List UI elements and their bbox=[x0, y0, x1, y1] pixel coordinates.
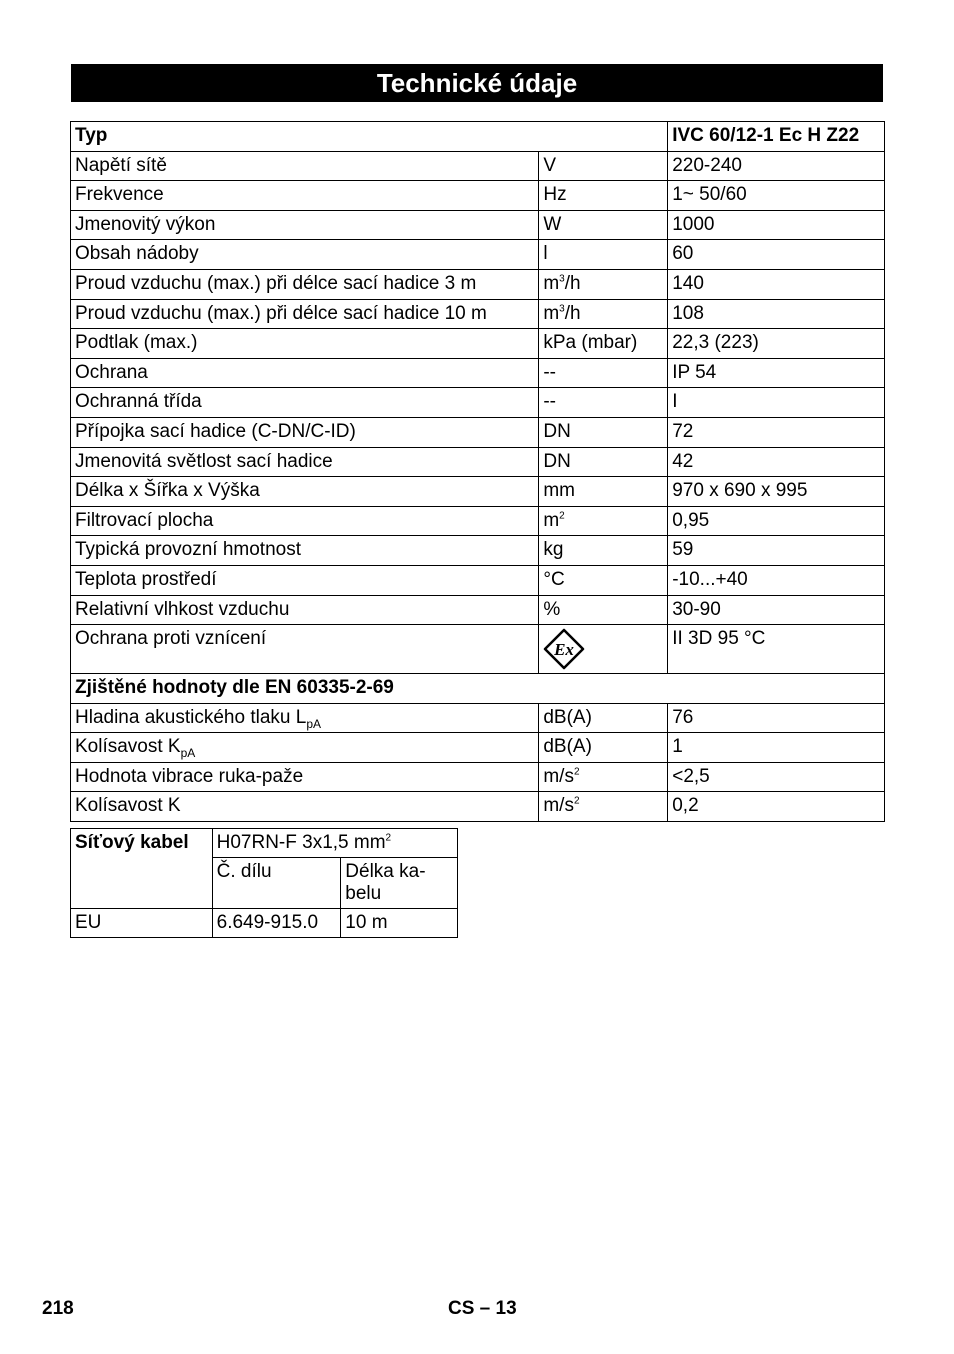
row-unit: °C bbox=[539, 565, 668, 595]
row-label: Jmenovitý výkon bbox=[71, 210, 539, 240]
table-row bbox=[71, 210, 885, 240]
row-label: Kolísavost K bbox=[71, 792, 539, 822]
row-unit: $m^3/h$ bbox=[539, 269, 668, 299]
row-value: 970 x 690 x 995 bbox=[668, 477, 885, 507]
table-row bbox=[71, 358, 885, 388]
row-unit: V bbox=[539, 151, 668, 181]
row-label: Přípojka sací hadice (C-DN/C-ID) bbox=[71, 417, 539, 447]
table-row bbox=[71, 733, 885, 763]
row-label: Ochrana bbox=[71, 358, 539, 388]
row-label: Teplota prostředí bbox=[71, 565, 539, 595]
row-unit: $m/s^2$ bbox=[539, 792, 668, 822]
row-unit: l bbox=[539, 240, 668, 270]
cable-type: H07RN-F 3x1,5 $mm^2$ bbox=[212, 829, 457, 858]
cable-table bbox=[70, 828, 458, 938]
row-unit: $m/s^2$ bbox=[539, 762, 668, 792]
row-label: Kolísavost $K_{pA}$ bbox=[71, 733, 539, 763]
row-label: Ochrana proti vznícení bbox=[71, 625, 539, 674]
row-value: 72 bbox=[668, 417, 885, 447]
row-unit: $m^2$ bbox=[539, 506, 668, 536]
table-row bbox=[71, 477, 885, 507]
row-value: IP 54 bbox=[668, 358, 885, 388]
row-label: Proud vzduchu (max.) při délce sací hadice 3 m bbox=[71, 269, 539, 299]
table-row bbox=[71, 417, 885, 447]
row-label: Podtlak (max.) bbox=[71, 329, 539, 359]
row-label: Napětí sítě bbox=[71, 151, 539, 181]
row-value: 59 bbox=[668, 536, 885, 566]
table-row bbox=[71, 299, 885, 329]
section-label: CS – 13 bbox=[448, 1298, 517, 1319]
row-label: Relativní vlhkost vzduchu bbox=[71, 595, 539, 625]
row-value: 22,3 (223) bbox=[668, 329, 885, 359]
row-value: 0,2 bbox=[668, 792, 885, 822]
row-unit: % bbox=[539, 595, 668, 625]
page-title: Technické údaje bbox=[71, 64, 883, 102]
row-unit: W bbox=[539, 210, 668, 240]
svg-text:Ex: Ex bbox=[554, 640, 575, 660]
table-row bbox=[71, 506, 885, 536]
table-row bbox=[71, 536, 885, 566]
table-row bbox=[71, 447, 885, 477]
row-unit: dB(A) bbox=[539, 703, 668, 733]
row-value: -10...+40 bbox=[668, 565, 885, 595]
row-label: Typická provozní hmotnost bbox=[71, 536, 539, 566]
cable-header-label: Síťový kabel bbox=[71, 829, 213, 909]
row-unit: DN bbox=[539, 417, 668, 447]
table-row bbox=[71, 181, 885, 211]
row-value: 1~ 50/60 bbox=[668, 181, 885, 211]
row-label: Obsah nádoby bbox=[71, 240, 539, 270]
row-value: 108 bbox=[668, 299, 885, 329]
table-row bbox=[71, 388, 885, 418]
page-number: 218 bbox=[42, 1298, 74, 1319]
type-label: Typ bbox=[71, 122, 668, 152]
table-row bbox=[71, 792, 885, 822]
row-label: Hladina akustického tlaku $L_{pA}$ bbox=[71, 703, 539, 733]
row-value: II 3D 95 °C bbox=[668, 625, 885, 674]
table-row bbox=[71, 240, 885, 270]
row-value: 76 bbox=[668, 703, 885, 733]
row-label: Frekvence bbox=[71, 181, 539, 211]
cable-part-number: 6.649-915.0 bbox=[212, 909, 341, 938]
row-label: Hodnota vibrace ruka-paže bbox=[71, 762, 539, 792]
table-row bbox=[71, 595, 885, 625]
row-value: 1000 bbox=[668, 210, 885, 240]
row-unit: kPa (mbar) bbox=[539, 329, 668, 359]
table-row bbox=[71, 329, 885, 359]
row-label: Délka x Šířka x Výška bbox=[71, 477, 539, 507]
type-row bbox=[71, 122, 885, 152]
col-part-number: Č. dílu bbox=[212, 858, 341, 909]
row-unit: dB(A) bbox=[539, 733, 668, 763]
row-value: 42 bbox=[668, 447, 885, 477]
row-label: Filtrovací plocha bbox=[71, 506, 539, 536]
model-name: IVC 60/12-1 Ec H Z22 bbox=[668, 122, 885, 152]
row-unit: $m^3/h$ bbox=[539, 299, 668, 329]
row-unit: -- bbox=[539, 358, 668, 388]
row-unit: mm bbox=[539, 477, 668, 507]
row-value: 60 bbox=[668, 240, 885, 270]
row-unit: kg bbox=[539, 536, 668, 566]
ignition-protection-row bbox=[71, 625, 885, 674]
table-row bbox=[71, 151, 885, 181]
cable-length: 10 m bbox=[341, 909, 458, 938]
row-unit: -- bbox=[539, 388, 668, 418]
section-heading-row bbox=[71, 674, 885, 704]
row-value: <2,5 bbox=[668, 762, 885, 792]
ex-cell bbox=[539, 625, 668, 674]
table-row bbox=[71, 565, 885, 595]
row-value: 30-90 bbox=[668, 595, 885, 625]
ex-explosion-protection-icon bbox=[543, 628, 663, 670]
row-label: Ochranná třída bbox=[71, 388, 539, 418]
table-row bbox=[71, 703, 885, 733]
cable-region: EU bbox=[71, 909, 213, 938]
row-value: I bbox=[668, 388, 885, 418]
row-unit: Hz bbox=[539, 181, 668, 211]
col-cable-length: Délka ka- belu bbox=[341, 858, 458, 909]
technical-data-table bbox=[70, 121, 885, 822]
row-unit: DN bbox=[539, 447, 668, 477]
row-value: 220-240 bbox=[668, 151, 885, 181]
row-value: 1 bbox=[668, 733, 885, 763]
row-value: 0,95 bbox=[668, 506, 885, 536]
row-value: 140 bbox=[668, 269, 885, 299]
table-row bbox=[71, 269, 885, 299]
section-heading: Zjištěné hodnoty dle EN 60335-2-69 bbox=[71, 674, 885, 704]
row-label: Jmenovitá světlost sací hadice bbox=[71, 447, 539, 477]
row-label: Proud vzduchu (max.) při délce sací hadice 10 m bbox=[71, 299, 539, 329]
table-row bbox=[71, 762, 885, 792]
